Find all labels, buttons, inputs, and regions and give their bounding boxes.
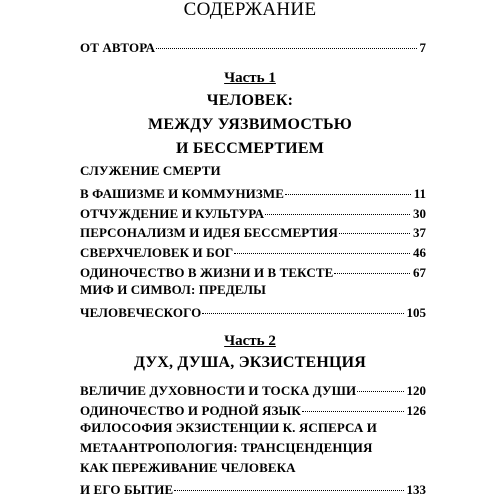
toc-entry[interactable] bbox=[80, 400, 426, 418]
toc-entry-page: 126 bbox=[406, 403, 426, 418]
toc-entry-preface[interactable] bbox=[80, 37, 426, 55]
toc-entry[interactable] bbox=[80, 302, 426, 320]
dot-leader bbox=[339, 219, 410, 234]
dot-leader bbox=[234, 239, 410, 254]
toc-entry[interactable] bbox=[80, 420, 426, 438]
dot-leader bbox=[174, 476, 403, 491]
dot-leader bbox=[302, 397, 404, 412]
toc-entry-title: СЛУЖЕНИЕ СМЕРТИ bbox=[80, 163, 221, 178]
toc-entry-title: ОДИНОЧЕСТВО В ЖИЗНИ И В ТЕКСТЕ bbox=[80, 265, 334, 280]
toc-entry-title: В ФАШИЗМЕ И КОММУНИЗМЕ bbox=[80, 186, 284, 201]
toc-entry-title: СВЕРХЧЕЛОВЕК И БОГ bbox=[80, 245, 234, 260]
toc-entry[interactable] bbox=[80, 440, 426, 458]
toc-entry-title: МИФ И СИМВОЛ: ПРЕДЕЛЫ bbox=[80, 282, 267, 297]
part-2-label: Часть 2 bbox=[224, 333, 276, 349]
toc-entry[interactable] bbox=[80, 380, 426, 398]
dot-leader bbox=[156, 34, 416, 49]
toc-entry-title: И ЕГО БЫТИЕ bbox=[80, 482, 174, 497]
toc-entry-title: ОТ АВТОРА bbox=[80, 40, 156, 55]
toc-entry[interactable] bbox=[80, 222, 426, 240]
toc-entry[interactable] bbox=[80, 479, 426, 497]
dot-leader bbox=[285, 180, 411, 195]
toc-entry-title: ВЕЛИЧИЕ ДУХОВНОСТИ И ТОСКА ДУШИ bbox=[80, 383, 357, 398]
part-1-title-line-3: И БЕССМЕРТИЕМ bbox=[175, 140, 325, 157]
toc-entry-page: 11 bbox=[413, 186, 426, 201]
dot-leader bbox=[265, 200, 410, 215]
toc-entry-title: МЕТААНТРОПОЛОГИЯ: ТРАНСЦЕНДЕНЦИЯ bbox=[80, 440, 373, 455]
toc-entry-title: ОТЧУЖДЕНИЕ И КУЛЬТУРА bbox=[80, 206, 265, 221]
toc-entry[interactable] bbox=[80, 282, 426, 300]
toc-entry-page: 133 bbox=[406, 482, 426, 497]
toc-entry-page: 46 bbox=[413, 245, 426, 260]
toc-entry-page: 120 bbox=[406, 383, 426, 398]
toc-entry-page: 105 bbox=[406, 305, 426, 320]
toc-entry-title: ЧЕЛОВЕЧЕСКОГО bbox=[80, 305, 202, 320]
dot-leader bbox=[202, 299, 403, 314]
dot-leader bbox=[334, 259, 410, 274]
toc-entry-page: 30 bbox=[413, 206, 426, 221]
page-title: СОДЕРЖАНИЕ bbox=[183, 0, 317, 20]
toc-entry-title: ПЕРСОНАЛИЗМ И ИДЕЯ БЕССМЕРТИЯ bbox=[80, 225, 338, 240]
part-1-title-line-2: МЕЖДУ УЯЗВИМОСТЬЮ bbox=[148, 116, 352, 133]
toc-entry-page: 67 bbox=[413, 265, 426, 280]
toc-entry-page: 7 bbox=[419, 40, 426, 55]
dot-leader bbox=[357, 377, 403, 392]
toc-entry[interactable] bbox=[80, 242, 426, 260]
toc-entry-title: ФИЛОСОФИЯ ЭКЗИСТЕНЦИИ К. ЯСПЕРСА И bbox=[80, 420, 377, 435]
toc-entry-title: ОДИНОЧЕСТВО И РОДНОЙ ЯЗЫК bbox=[80, 403, 301, 418]
toc-entry-title: КАК ПЕРЕЖИВАНИЕ ЧЕЛОВЕКА bbox=[80, 460, 296, 475]
part-1-label: Часть 1 bbox=[224, 70, 276, 86]
part-2-title: ДУХ, ДУША, ЭКЗИСТЕНЦИЯ bbox=[133, 354, 367, 371]
toc-entry[interactable] bbox=[80, 183, 426, 201]
toc-entry-page: 37 bbox=[413, 225, 426, 240]
toc-entry[interactable] bbox=[80, 163, 426, 181]
part-1-title-line-1: ЧЕЛОВЕК: bbox=[206, 92, 294, 109]
toc-entry[interactable] bbox=[80, 262, 426, 280]
